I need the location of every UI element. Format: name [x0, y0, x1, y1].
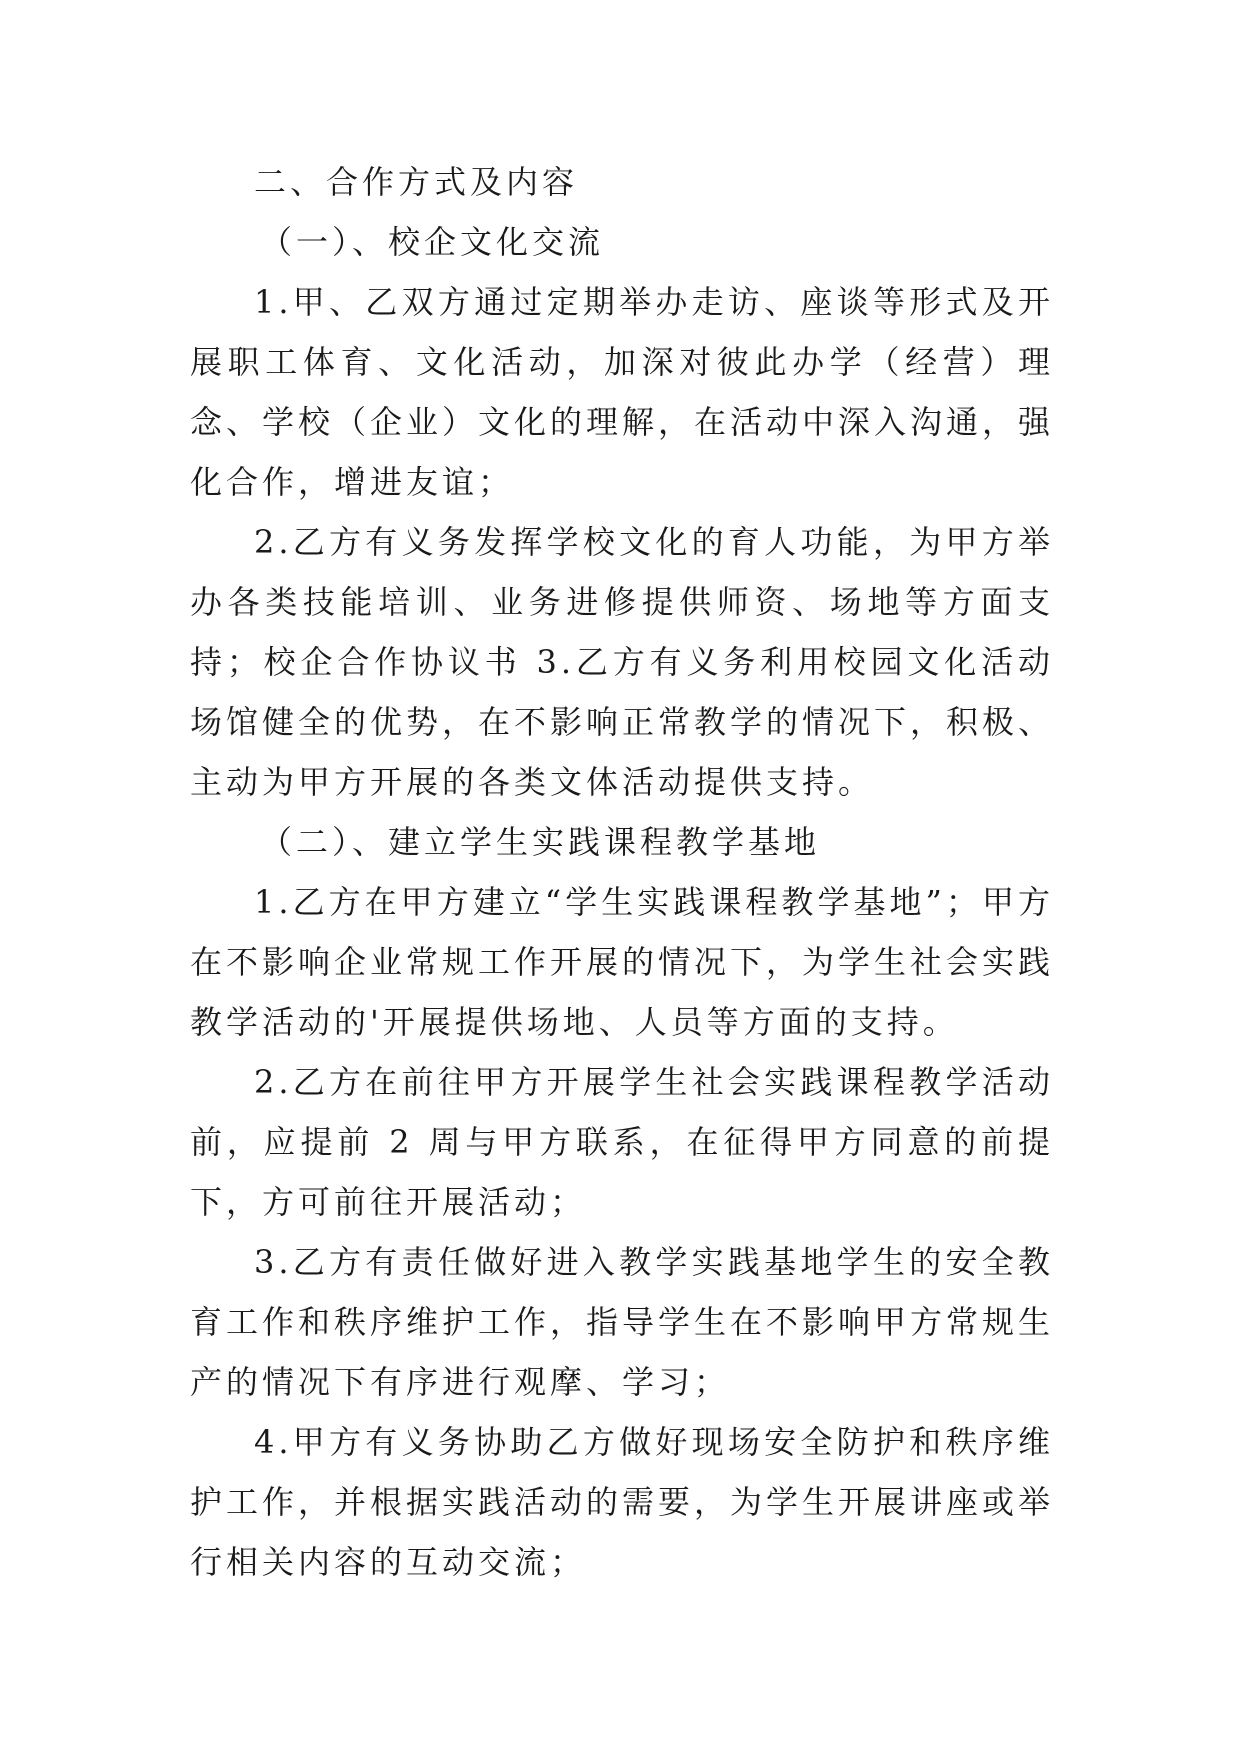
paragraph-item: 2.乙方在前往甲方开展学生社会实践课程教学活动前，应提前 2 周与甲方联系，在征得甲方同意的前提下，方可前往开展活动； [190, 1063, 1054, 1221]
section-heading: 二、合作方式及内容 [254, 163, 579, 201]
paragraph-item: 1.乙方在甲方建立“学生实践课程教学基地”；甲方在不影响企业常规工作开展的情况下，为学生社会实践教学活动的'开展提供场地、人员等方面的支持。 [190, 883, 1055, 1041]
subsection-heading-culture-exchange: （一）、校企文化交流 [260, 223, 605, 261]
paragraph-item: 2.乙方有义务发挥学校文化的育人功能，为甲方举办各类技能培训、业务进修提供师资、场地等方面支持；校企合作协议书 3.乙方有义务利用校园文化活动场馆健全的优势，在不影响正常教学的情况下，积极、主动为甲方开展的各类文体活动提供支持。 [190, 523, 1055, 801]
document-body [190, 152, 1054, 1592]
paragraph-item: 4.甲方有义务协助乙方做好现场安全防护和秩序维护工作，并根据实践活动的需要，为学生开展讲座或举行相关内容的互动交流； [190, 1423, 1055, 1581]
subsection-heading-practice-base: （二）、建立学生实践课程教学基地 [260, 823, 821, 861]
paragraph-item: 3.乙方有责任做好进入教学实践基地学生的安全教育工作和秩序维护工作，指导学生在不影响甲方常规生产的情况下有序进行观摩、学习； [190, 1243, 1055, 1401]
paragraph-item: 1.甲、乙双方通过定期举办走访、座谈等形式及开展职工体育、文化活动，加深对彼此办学（经营）理念、学校（企业）文化的理解，在活动中深入沟通，强化合作，增进友谊； [190, 283, 1055, 501]
